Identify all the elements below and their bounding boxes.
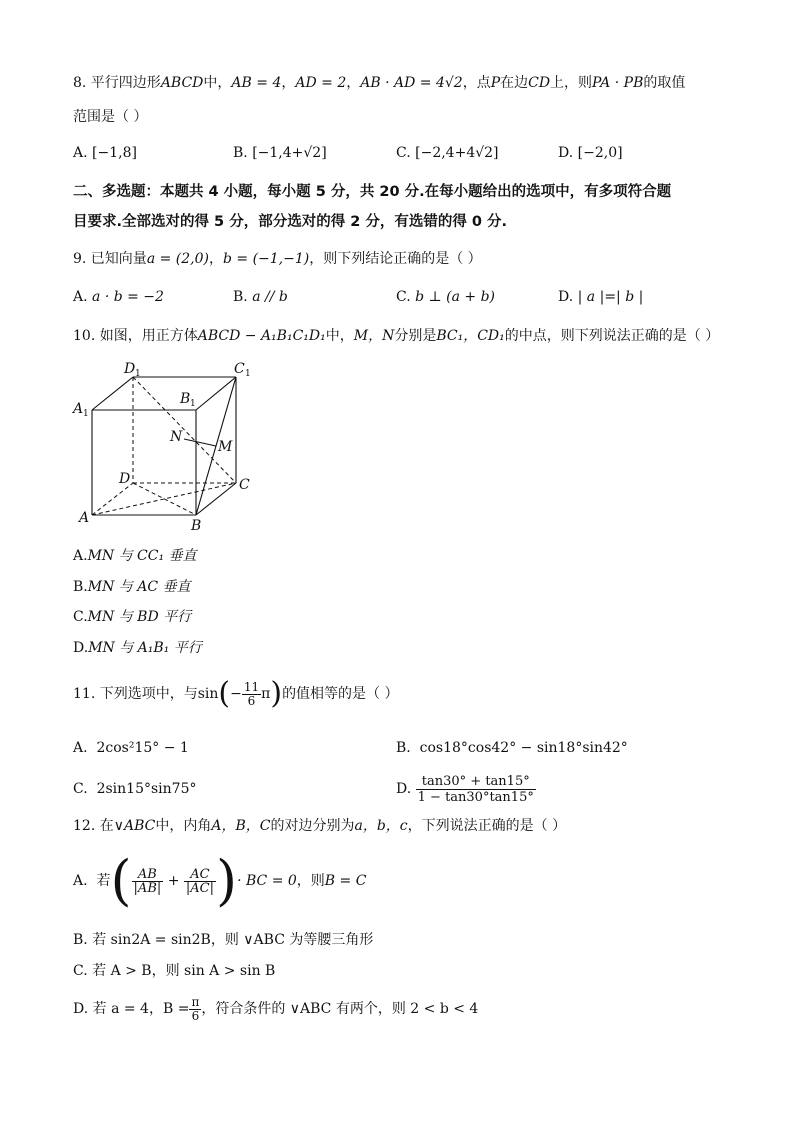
q9-option-d <box>558 287 643 307</box>
label-a: A <box>79 510 90 526</box>
q9-option-b <box>233 287 288 307</box>
q11-pi: π <box>261 686 271 702</box>
option-label: A. <box>73 289 88 305</box>
q10-option-d <box>73 638 202 658</box>
q8-stem-line2: 范围是（ ） <box>73 109 148 125</box>
q8-cd: CD <box>528 75 551 91</box>
q11-right-paren: ) <box>270 676 283 711</box>
q8-option-b <box>233 143 327 163</box>
q11-neg: − <box>230 686 242 702</box>
option-text: cos18°cos42° − sin18°sin42° <box>419 740 628 756</box>
option-label: C. <box>396 289 411 305</box>
label-sub: 1 <box>83 409 89 419</box>
q11-text: 11. 下列选项中，与 <box>73 686 198 702</box>
q8-text5: 上，则 <box>550 75 593 91</box>
label-c: C <box>239 477 250 493</box>
section2-heading-line2: 目要求.全部选对的得 5 分，部分选对的得 2 分，有选错的得 0 分. <box>73 214 508 230</box>
option-text: a · b = −2 <box>92 289 164 305</box>
option-text: MN 与 AC 垂直 <box>87 579 191 595</box>
q9-text: 9. 已知向量 <box>73 251 147 267</box>
q10-bc1-cd1: BC₁，CD₁ <box>436 328 505 344</box>
option-text: a // b <box>252 289 288 305</box>
edge-b1c1 <box>196 377 236 410</box>
q12-a-ac: AC <box>184 868 216 882</box>
q10-text4: 的中点，则下列说法正确的是（ ） <box>504 328 720 344</box>
q11-sin: sin <box>197 686 219 702</box>
q12-a-result: B = C <box>324 873 367 889</box>
q8-text: 8. 平行四边形 <box>73 75 161 91</box>
q11-left-paren: ( <box>218 676 231 711</box>
q8-point-p: P <box>490 75 501 91</box>
option-label: A. <box>73 145 88 161</box>
q12-stem <box>73 816 566 836</box>
q11-d-den: 1 − tan30°tan15° <box>417 789 534 805</box>
option-label: A. <box>73 548 88 564</box>
q12-a-frac2 <box>184 868 216 895</box>
option-text: 2sin15°sin75° <box>96 781 197 797</box>
q10-option-c <box>73 607 191 627</box>
section2-heading-line1: 二、多选题：本题共 4 小题，每小题 5 分，共 20 分.在每小题给出的选项中，有多项符合题 <box>73 184 672 200</box>
q10-option-b <box>73 577 191 597</box>
option-label: B. <box>396 740 411 756</box>
option-text: | a |=| b | <box>577 289 644 305</box>
option-text: [−2,0] <box>577 145 623 161</box>
q12-text4: ，下列说法正确的是（ ） <box>407 818 567 834</box>
q8-text2: 中， <box>203 75 232 91</box>
option-label: C. <box>73 609 88 625</box>
q10-cube: ABCD − A₁B₁C₁D₁ <box>197 328 326 344</box>
option-text: MN 与 CC₁ 垂直 <box>87 548 197 564</box>
q8-option-d <box>558 143 623 163</box>
q12-a-frac1 <box>132 868 164 895</box>
option-label: B. <box>233 289 248 305</box>
q11-option-c <box>73 779 196 799</box>
q9-vector-a: a = (2,0) <box>146 251 209 267</box>
label-sub: 1 <box>135 369 141 379</box>
option-label: D. <box>396 781 412 797</box>
q12-a-if: 若 <box>96 873 111 889</box>
q9-option-c <box>396 287 495 307</box>
q10-stem <box>73 326 719 346</box>
q11-option-b <box>396 738 628 758</box>
q12-angles: A，B，C <box>211 818 271 834</box>
q11-d-fraction <box>416 774 536 805</box>
label-d1: D <box>124 361 136 377</box>
q9-stem: 9. 已知向量a = (2,0)，b = (−1,−1)，则下列结论正确的是（ ） <box>73 251 482 267</box>
q8-ab: AB = 4 <box>231 75 282 91</box>
edge-a1d1 <box>92 377 133 410</box>
q11-stem <box>73 675 399 713</box>
q12-d-text2: ，符合条件的 ∨ABC 有两个，则 2 < b < 4 <box>201 1001 479 1017</box>
label-sub: 1 <box>190 399 196 409</box>
q10-option-a <box>73 546 197 566</box>
label-b: B <box>191 518 202 534</box>
label-sub: 1 <box>245 369 251 379</box>
q10-text2: 中， <box>325 328 354 344</box>
option-text: MN 与 BD 平行 <box>87 609 192 625</box>
q11-d-num: tan30° + tan15° <box>416 774 536 790</box>
q10-text3: 分别是 <box>394 328 437 344</box>
cube-figure <box>70 355 270 535</box>
q10-text: 10. 如图，用正方体 <box>73 328 198 344</box>
option-text: [−2,4+4√2] <box>415 145 499 161</box>
q9-vector-b: b = (−1,−1) <box>222 251 310 267</box>
q8-ad: AD = 2 <box>295 75 347 91</box>
option-label: A. <box>73 740 88 756</box>
q12-a-left-paren: ( <box>110 849 132 912</box>
diag-ac <box>92 483 236 515</box>
q11-option-d <box>396 770 536 808</box>
q8-text4: 在边 <box>500 75 529 91</box>
q12-triangle: ∨ABC <box>113 818 156 834</box>
option-text: b ⊥ (a + b) <box>415 289 496 305</box>
label-a1: A <box>73 401 84 417</box>
option-text: 2cos²15° − 1 <box>96 740 189 756</box>
q8-stem: 8. 平行四边形ABCD中，AB = 4，AD = 2，AB · AD = 4√2，点P在边CD上，则PA · PB的取值 <box>73 75 686 91</box>
q12-text2: 中，内角 <box>155 818 212 834</box>
q12-option-d <box>73 990 478 1028</box>
q10-mn: M，N <box>353 328 395 344</box>
q8-option-a <box>73 143 137 163</box>
option-label: A. <box>73 873 88 889</box>
label-m: M <box>218 439 233 455</box>
q12-a-ab: AB <box>132 868 164 882</box>
q12-text: 12. 在 <box>73 818 114 834</box>
q8-papb: PA · PB <box>592 75 644 91</box>
q12-d-pi: π <box>191 994 200 1009</box>
q9-option-a <box>73 287 164 307</box>
q12-option-c: C. 若 A > B，则 sin A > sin B <box>73 963 276 979</box>
q12-option-a: A. 若( $\frac{AB}{|AB|}$ + $\frac{AC}{|AC|}$ )· BC = 0，则B = C <box>73 849 367 912</box>
option-label: D. <box>558 289 574 305</box>
option-label: D. <box>73 640 89 656</box>
q8-option-c <box>396 143 499 163</box>
q12-sides: a，b，c <box>354 818 408 834</box>
option-label: C. <box>73 781 88 797</box>
q12-a-acn: |AC| <box>185 880 214 896</box>
label-b1: B <box>180 391 191 407</box>
diag-db <box>133 483 196 515</box>
q12-a-right-paren: ) <box>216 849 238 912</box>
option-label: C. <box>396 145 411 161</box>
q12-a-tail: · BC = 0 <box>237 873 297 889</box>
q8-abcd: ABCD <box>160 75 204 91</box>
q12-text3: 的对边分别为 <box>270 818 355 834</box>
q12-d-six: 6 <box>191 1008 200 1023</box>
label-n: N <box>170 429 183 445</box>
option-text: [−1,8] <box>92 145 137 161</box>
q11-text2: 的值相等的是（ ） <box>282 686 399 702</box>
q11-fraction <box>242 681 261 708</box>
q11-den: 6 <box>247 693 256 708</box>
q12-d-text: D. 若 a = 4，B = <box>73 1001 190 1017</box>
option-text: MN 与 A₁B₁ 平行 <box>88 640 202 656</box>
q12-a-abn: |AB| <box>133 880 162 896</box>
option-label: D. <box>558 145 574 161</box>
option-text: [−1,4+√2] <box>252 145 327 161</box>
q8-text3: ，点 <box>462 75 491 91</box>
option-label: B. <box>233 145 248 161</box>
q8-text6: 的取值 <box>643 75 686 91</box>
q11-num: 11 <box>243 679 260 694</box>
q12-d-fraction <box>189 996 201 1023</box>
label-c1: C <box>234 361 245 377</box>
option-label: B. <box>73 579 88 595</box>
q11-option-a <box>73 738 189 758</box>
segment-mn <box>184 439 216 446</box>
label-d: D <box>119 471 131 487</box>
q12-a-then: ，则 <box>296 873 325 889</box>
q12-option-b: B. 若 sin2A = sin2B，则 ∨ABC 为等腰三角形 <box>73 932 374 948</box>
q8-dot-product: AB · AD = 4√2 <box>360 75 463 91</box>
q9-text2: ，则下列结论正确的是（ ） <box>309 251 482 267</box>
